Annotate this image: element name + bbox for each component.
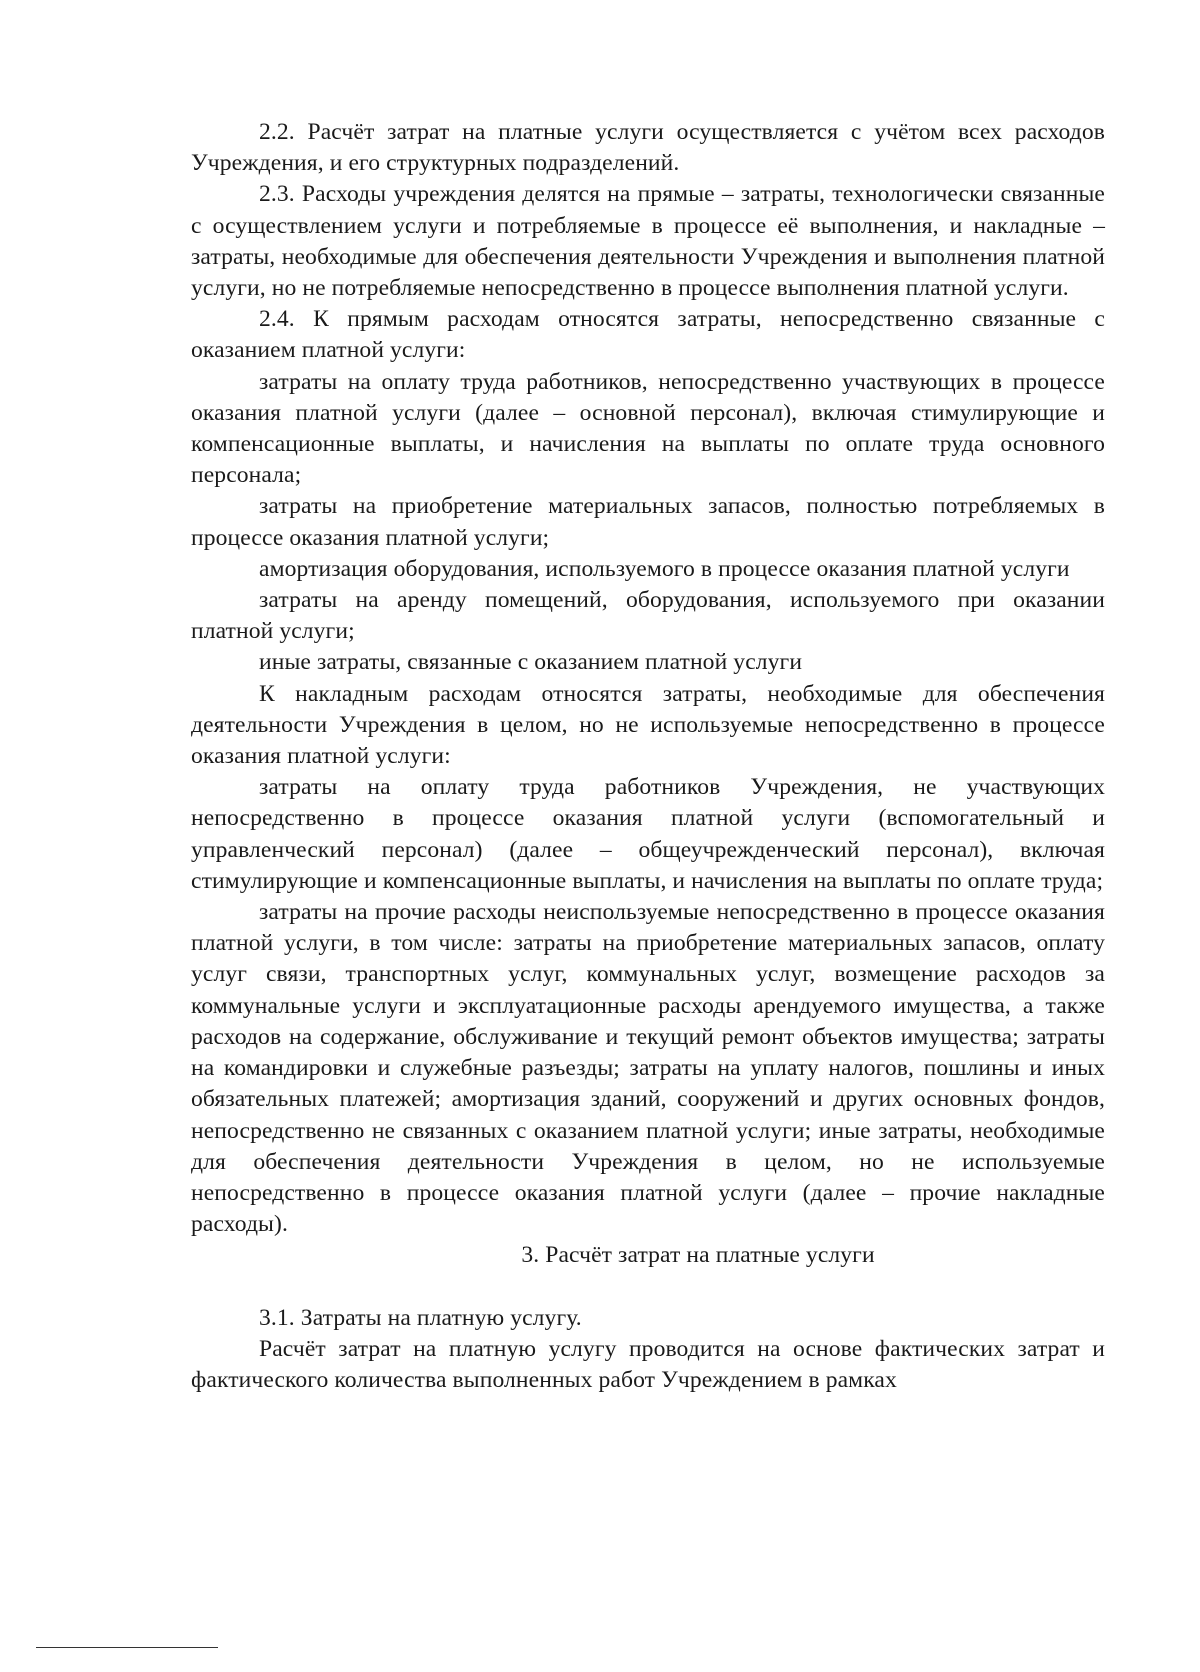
direct-cost-item-labor: затраты на оплату труда работников, непосредственно участвующих в процессе оказания платной услуги (далее – основной персонал), включая стимулирующие и компенсационные выплаты, и начисления на выплаты по оплате труда основного персонала;: [191, 368, 1105, 489]
footnote-divider: [36, 1647, 218, 1648]
paragraph-2-2: 2.2. Расчёт затрат на платные услуги осуществляется с учётом всех расходов Учреждения, и его структурных подразделений.: [191, 119, 1105, 177]
paragraph-3-1-body: Расчёт затрат на платную услугу проводится на основе фактических затрат и фактического количества выполненных работ Учреждением в рамках: [191, 1335, 1105, 1393]
paragraph-2-4: 2.4. К прямым расходам относятся затраты, непосредственно связанные с оказанием платной услуги:: [191, 306, 1105, 364]
overhead-intro-paragraph: К накладным расходам относятся затраты, необходимые для обеспечения деятельности Учреждения в целом, но не используемые непосредственно в процессе оказания платной услуги:: [191, 680, 1105, 770]
direct-cost-item-other: иные затраты, связанные с оказанием платной услуги: [259, 649, 803, 676]
paragraph-2-3: 2.3. Расходы учреждения делятся на прямые – затраты, технологически связанные с осуществлением услуги и потребляемые в процессе её выполнения, и накладные – затраты, необходимые для обеспечения деятельности Учреждения и выполнения платной услуги, но не потребляемые непосредственно в процессе выполнения платной услуги.: [191, 181, 1105, 302]
document-body: [191, 117, 1105, 1396]
direct-cost-item-depreciation: амортизация оборудования, используемого в процессе оказания платной услуги: [259, 555, 1070, 582]
overhead-item-other-expenses: затраты на прочие расходы неиспользуемые непосредственно в процессе оказания платной услуги, в том числе: затраты на приобретение материальных запасов, оплату услуг связи, транспортных услуг, коммунальных услуг, возмещение расходов за коммунальные услуги и эксплуатационные расходы арендуемого имущества, а также расходов на содержание, обслуживание и текущий ремонт объектов имущества; затраты на командировки и служебные разъезды; затраты на уплату налогов, пошлины и иных обязательных платежей; амортизация зданий, сооружений и других основных фондов, непосредственно не связанных с оказанием платной услуги; иные затраты, необходимые для обеспечения деятельности Учреждения в целом, но не используемые непосредственно в процессе оказания платной услуги (далее – прочие накладные расходы).: [191, 899, 1105, 1238]
paragraph-3-1: 3.1. Затраты на платную услугу.: [259, 1304, 582, 1331]
section-spacer: [191, 1272, 1105, 1303]
section-heading: 3. Расчёт затрат на платные услуги: [521, 1242, 875, 1269]
overhead-item-labor: затраты на оплату труда работников Учреждения, не участвующих непосредственно в процессе оказания платной услуги (вспомогательный и управленческий персонал) (далее – общеучрежденческий персонал), включая стимулирующие и компенсационные выплаты, и начисления на выплаты по оплате труда;: [191, 774, 1105, 894]
direct-cost-item-rent: затраты на аренду помещений, оборудования, используемого при оказании платной услуги;: [191, 587, 1105, 645]
direct-cost-item-materials: затраты на приобретение материальных запасов, полностью потребляемых в процессе оказания платной услуги;: [191, 493, 1105, 551]
